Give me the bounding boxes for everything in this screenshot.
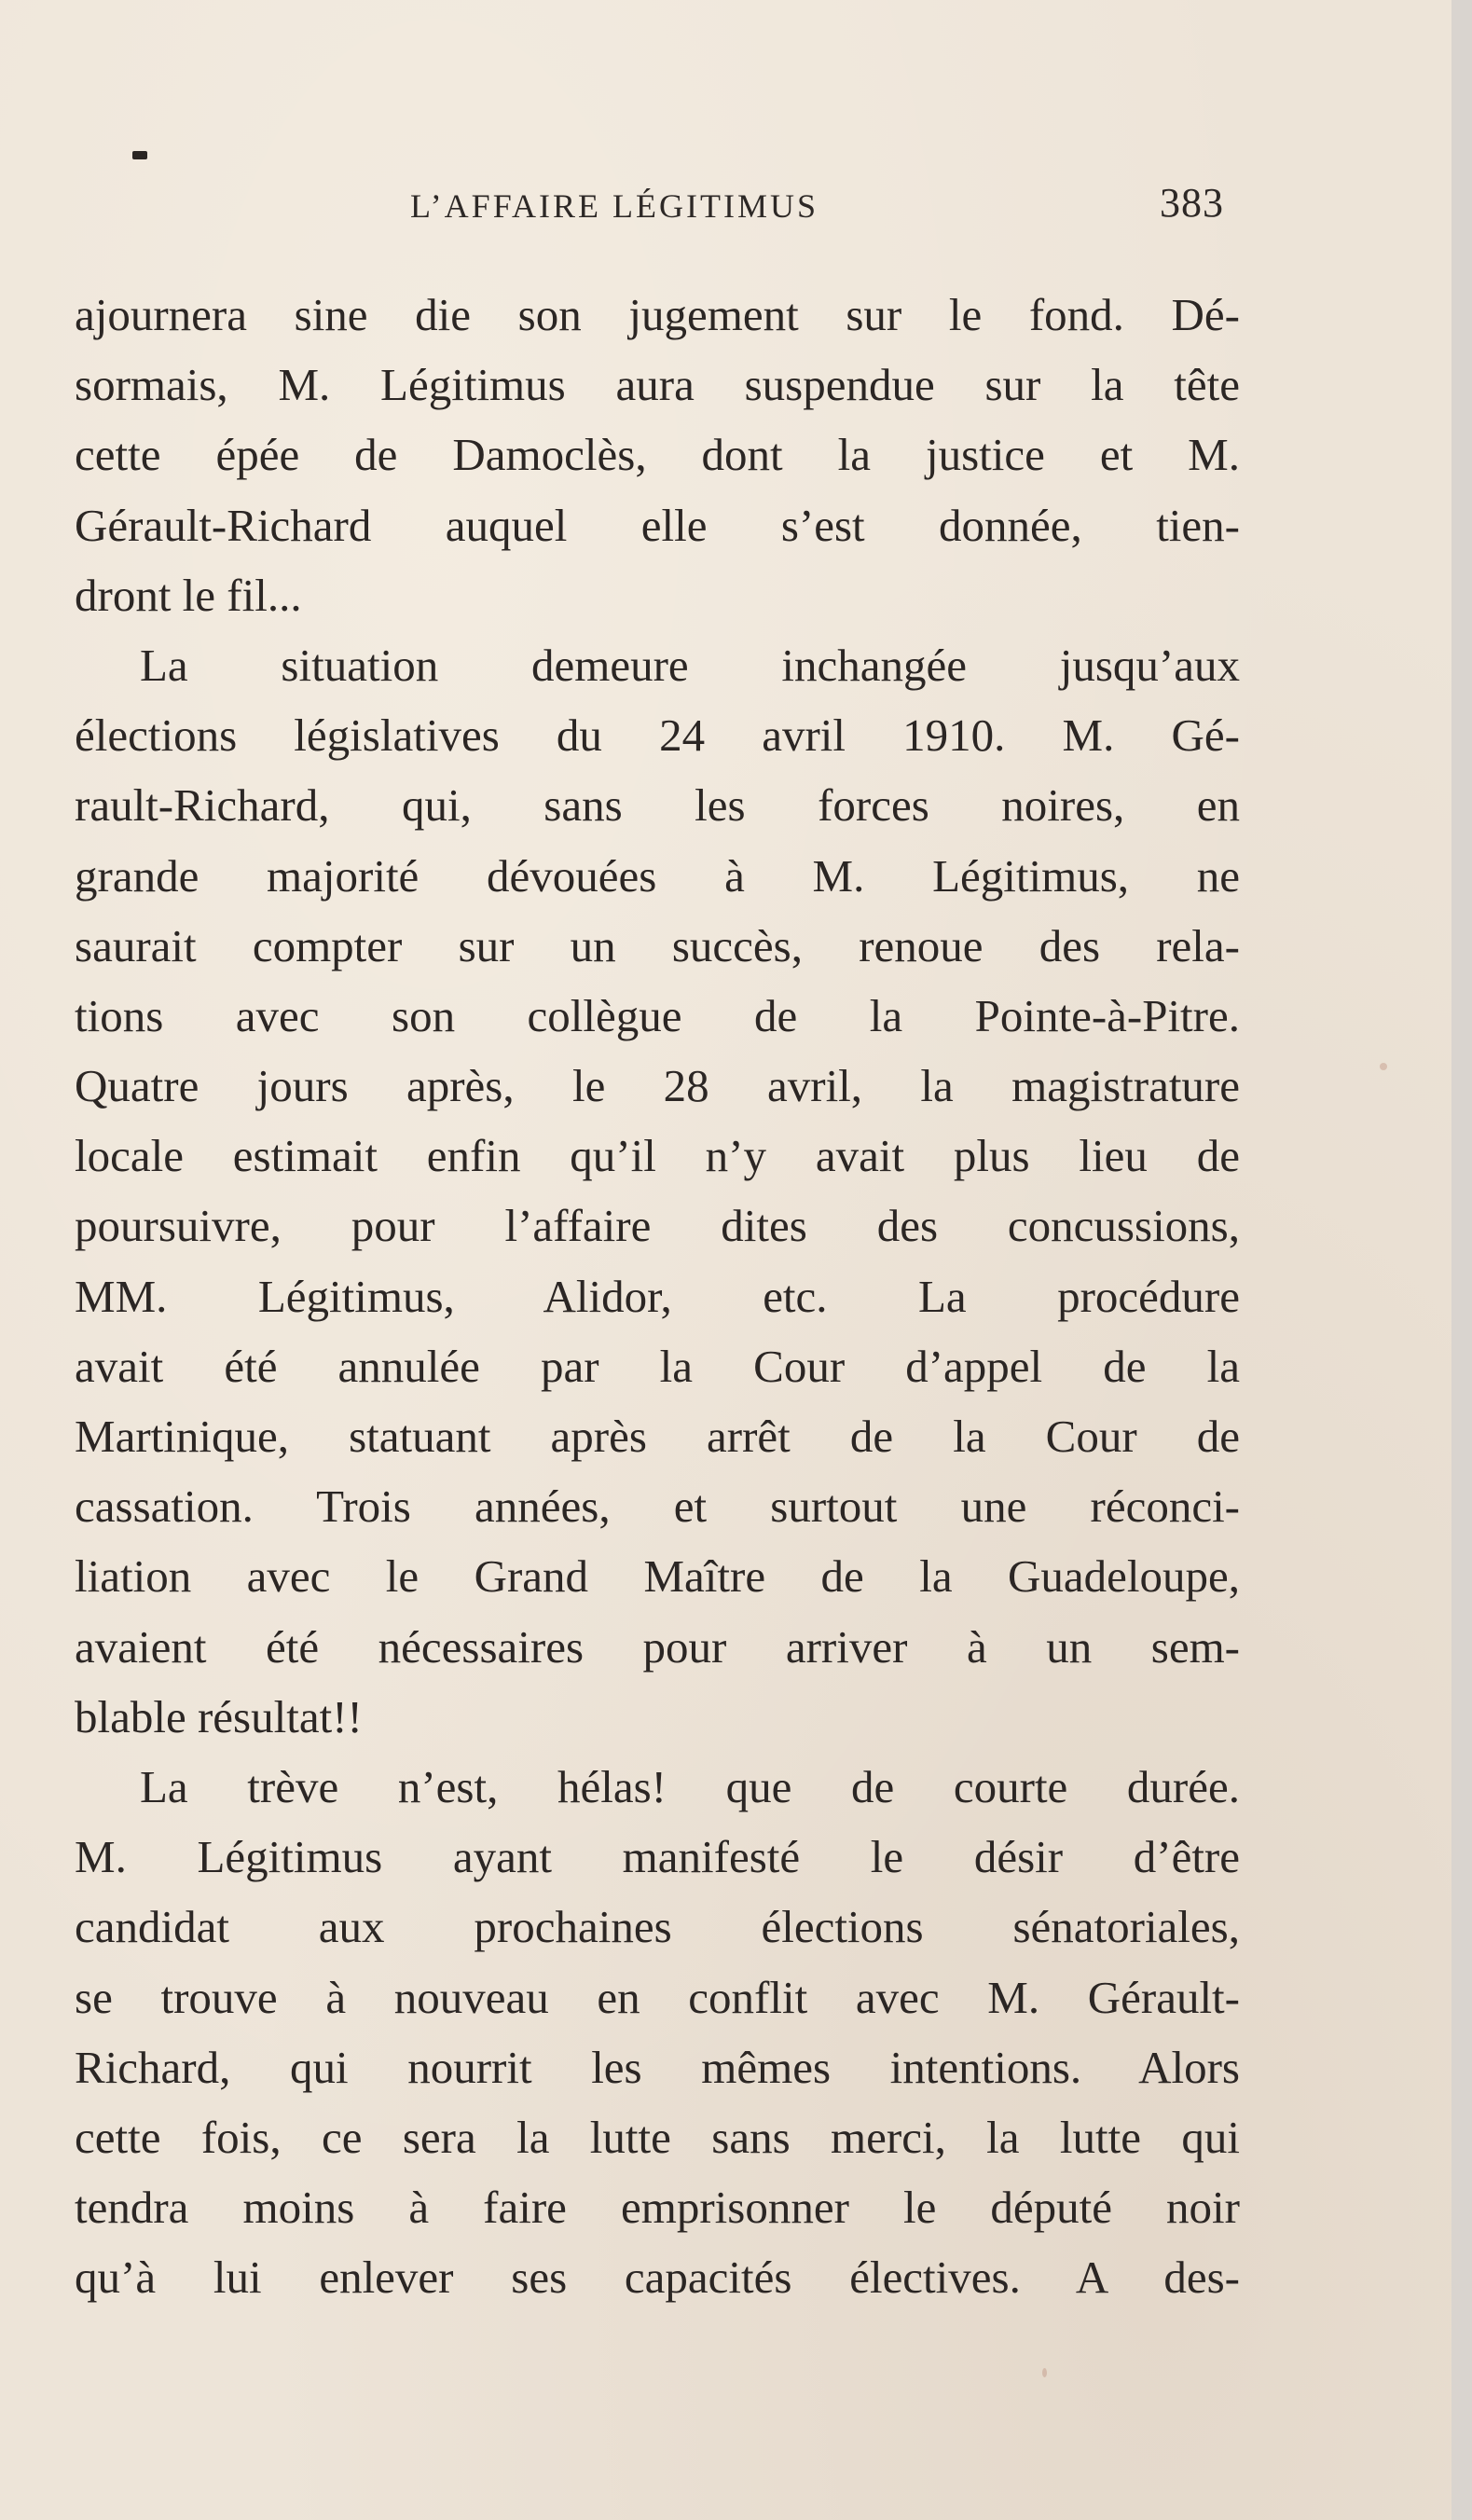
text-line: avaient été nécessaires pour arriver à un sem- [75, 1620, 1240, 1673]
text-line: rault-Richard, qui, sans les forces noires, en [75, 779, 1240, 832]
text-line: poursuivre, pour l’affaire dites des concussions, [75, 1200, 1240, 1252]
text-line: liation avec le Grand Maître de la Guadeloupe, [75, 1550, 1240, 1603]
text-line: saurait compter sur un succès, renoue des rela- [75, 919, 1240, 971]
text-line: dront le fil... [75, 569, 302, 621]
text-line: Richard, qui nourrit les mêmes intentions. Alors [75, 2041, 1240, 2093]
page-number: 383 [1160, 180, 1224, 226]
text-line: grande majorité dévouées à M. Légitimus, ne [75, 849, 1240, 902]
body-text [75, 280, 1240, 2312]
text-line: tendra moins à faire emprisonner le député noir [75, 2182, 1240, 2234]
text-line: élections législatives du 24 avril 1910. M. Gé- [75, 709, 1240, 762]
text-line: avait été annulée par la Cour d’appel de la [75, 1340, 1240, 1392]
text-line: candidat aux prochaines élections sénatoriales, [75, 1901, 1240, 1953]
text-line: se trouve à nouveau en conflit avec M. Gérault- [75, 1971, 1240, 2023]
text-line: MM. Légitimus, Alidor, etc. La procédure [75, 1270, 1240, 1322]
text-line: La situation demeure inchangée jusqu’aux [140, 639, 1240, 691]
text-line: Gérault-Richard auquel elle s’est donnée, tien- [75, 499, 1240, 551]
text-line: cassation. Trois années, et surtout une réconci- [75, 1480, 1240, 1533]
text-line: qu’à lui enlever ses capacités électives. A des- [75, 2251, 1240, 2304]
printer-dash-mark [132, 151, 147, 159]
text-line: La trève n’est, hélas! que de courte durée. [140, 1760, 1240, 1812]
text-line: cette épée de Damoclès, dont la justice et M. [75, 429, 1240, 481]
text-line: M. Légitimus ayant manifesté le désir d’être [75, 1831, 1240, 1883]
text-line: blable résultat!! [75, 1690, 363, 1742]
text-line: cette fois, ce sera la lutte sans merci, la lutte qui [75, 2111, 1240, 2163]
paper-speck [1042, 2368, 1047, 2377]
paper-speck [1380, 1063, 1387, 1070]
text-line: tions avec son collègue de la Pointe-à-Pitre. [75, 989, 1240, 1041]
running-title: L’AFFAIRE LÉGITIMUS [410, 187, 819, 225]
text-line: Martinique, statuant après arrêt de la Cour de [75, 1411, 1240, 1462]
text-line: ajournera sine die son jugement sur le fond. Dé- [75, 289, 1240, 340]
text-line: locale estimait enfin qu’il n’y avait plus lieu de [75, 1130, 1240, 1182]
running-header [0, 179, 1451, 235]
text-line: Quatre jours après, le 28 avril, la magistrature [75, 1060, 1240, 1112]
text-line: sormais, M. Légitimus aura suspendue sur la tête [75, 359, 1240, 411]
